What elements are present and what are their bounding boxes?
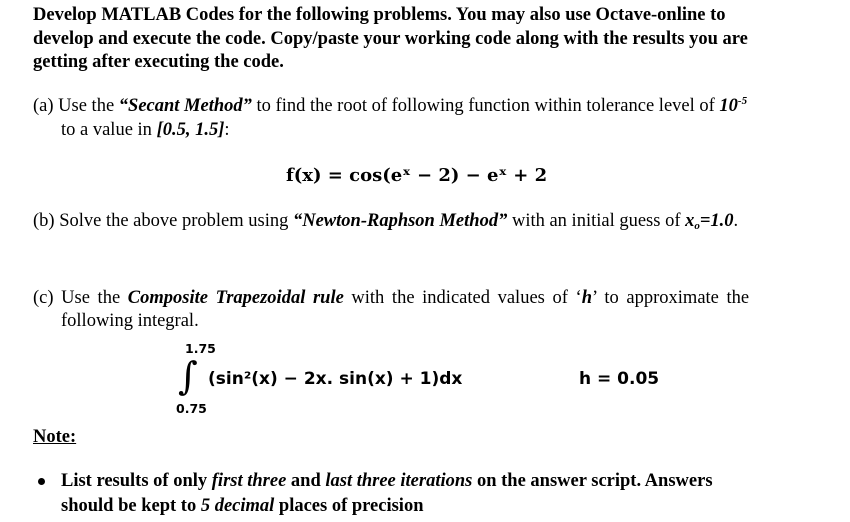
part-b-guess-var: x — [685, 211, 695, 231]
integral-lower-limit: 0.75 — [176, 401, 207, 416]
integral-sign: ∫ — [178, 354, 198, 398]
note-line-1-e: on the answer script. Answers — [472, 471, 713, 491]
part-b-end: . — [733, 211, 739, 231]
part-b-prefix: (b) Solve the above problem using — [33, 211, 293, 231]
note-last-three: last three iterations — [325, 471, 473, 491]
part-c-line-2: following integral. — [61, 311, 199, 331]
part-a-interval: [0.5, 1.5] — [156, 120, 225, 140]
integral-integrand: (sin²(x) − 2x. sin(x) + 1)dx — [208, 369, 463, 389]
step-size: h = 0.05 — [579, 369, 660, 389]
part-c-rule: Composite Trapezoidal rule — [127, 288, 344, 308]
part-a-line-2-end: : — [224, 120, 230, 140]
part-c-suffix: ’ to approximate the — [591, 288, 750, 308]
part-c-middle: with the indicated values of ‘ — [343, 288, 582, 308]
part-c-line-1 — [33, 287, 749, 309]
part-b-method: “Newton-Raphson Method” — [292, 211, 508, 231]
note-line-2 — [61, 495, 424, 517]
part-a-method: “Secant Method” — [118, 96, 252, 116]
note-line-2-c: places of precision — [274, 496, 424, 516]
part-a-tolerance-exponent: -5 — [737, 95, 748, 107]
note-line-2-a: should be kept to — [61, 496, 201, 516]
part-a-line-2 — [61, 119, 230, 141]
intro-line-3: getting after executing the code. — [33, 52, 284, 72]
part-b-guess-value: =1.0 — [699, 211, 734, 231]
part-a-equation: f(x) = cos(eˣ − 2) − eˣ + 2 — [286, 165, 548, 186]
part-a-line-1 — [33, 95, 747, 117]
note-heading: Note: — [33, 427, 77, 447]
part-b-line — [33, 210, 738, 232]
bullet-dot — [38, 478, 45, 485]
part-a-line-2-start: to a value in — [61, 120, 157, 140]
part-b-guess-sub: o — [694, 220, 700, 232]
note-five-decimal: 5 decimal — [200, 496, 275, 516]
integral-upper-limit: 1.75 — [185, 341, 216, 356]
note-line-1 — [61, 470, 713, 492]
part-a-prefix: (a) Use the — [33, 96, 119, 116]
part-a-middle: to find the root of following function within tolerance level of — [251, 96, 720, 116]
part-a-tolerance-base: 10 — [719, 96, 738, 116]
note-line-1-a: List results of only — [61, 471, 212, 491]
intro-line-1: Develop MATLAB Codes for the following problems. You may also use Octave-online to — [33, 5, 726, 25]
intro-line-2: develop and execute the code. Copy/paste your working code along with the results you are — [33, 29, 748, 49]
note-first-three: first three — [211, 471, 287, 491]
part-c-prefix: (c) Use the — [33, 288, 128, 308]
part-b-middle: with an initial guess of — [507, 211, 686, 231]
part-c-h-symbol: h — [581, 288, 592, 308]
note-line-1-c: and — [286, 471, 326, 491]
